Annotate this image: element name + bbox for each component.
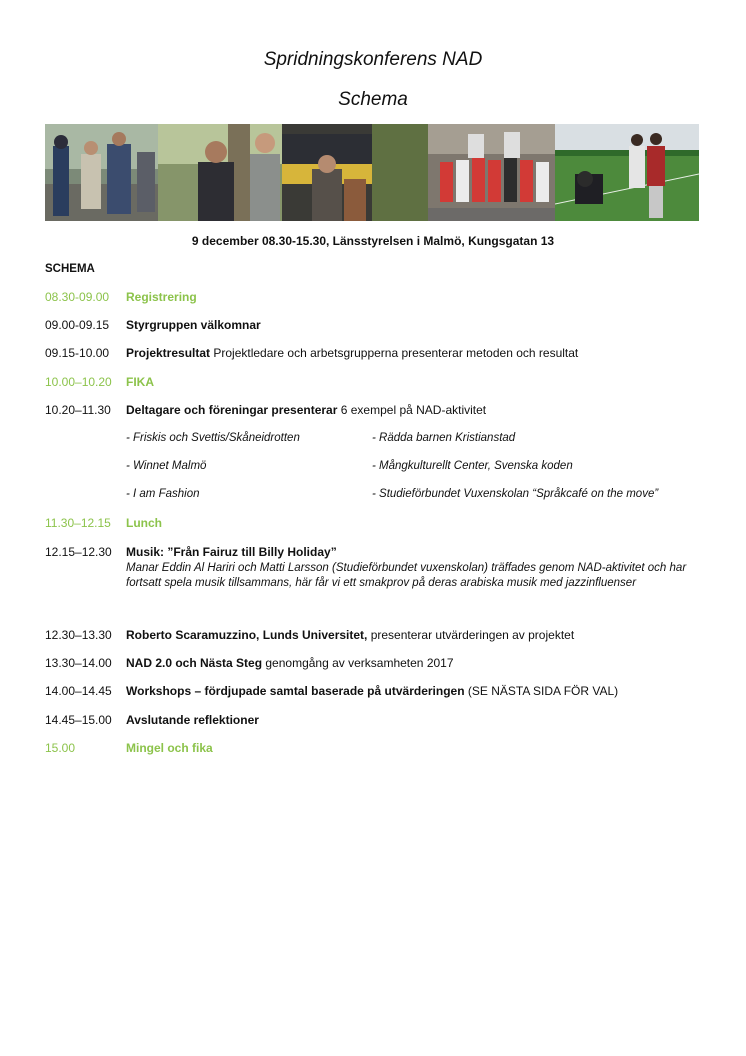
row-title: Projektresultat xyxy=(126,346,211,360)
row-title: Registrering xyxy=(126,290,197,304)
row-title: Musik: ”Från Fairuz till Billy Holiday” xyxy=(126,545,337,559)
photo-children-team xyxy=(428,124,555,221)
row-text: genomgång av verksamheten 2017 xyxy=(262,656,454,670)
row-title: Avslutande reflektioner xyxy=(126,713,259,727)
row-time: 10.20–11.30 xyxy=(45,403,111,417)
photo-football xyxy=(555,124,699,221)
row-time: 13.30–14.00 xyxy=(45,656,112,670)
row-title: Mingel och fika xyxy=(126,741,213,755)
row-title: Styrgruppen välkomnar xyxy=(126,318,261,332)
photo-two-men xyxy=(158,124,282,221)
row-time: 14.00–14.45 xyxy=(45,684,112,698)
example-item: - Mångkulturellt Center, Svenska koden xyxy=(372,460,573,472)
row-time: 10.00–10.20 xyxy=(45,375,112,389)
row-text: presenterar utvärderingen av projektet xyxy=(367,628,575,642)
row-time: 09.15-10.00 xyxy=(45,346,110,360)
row-time: 14.45–15.00 xyxy=(45,713,112,727)
row-text: Projektledare och arbetsgrupperna presenterar metoden och resultat xyxy=(210,346,579,360)
example-item: - Studieförbundet Vuxenskolan “Språkcafé on the move” xyxy=(372,488,659,500)
row-title: Roberto Scaramuzzino, Lunds Universitet, xyxy=(126,628,368,642)
row-time: 12.30–13.30 xyxy=(45,628,112,642)
document-title: Spridningskonferens NAD xyxy=(263,49,483,70)
row-title: FIKA xyxy=(126,375,154,389)
photo-bus xyxy=(282,124,428,221)
row-title: Workshops – fördjupade samtal baserade på utvärderingen xyxy=(126,684,465,698)
example-item: - Rädda barnen Kristianstad xyxy=(372,432,516,444)
row-text: 6 exempel på NAD-aktivitet xyxy=(337,403,487,417)
document-subtitle: Schema xyxy=(338,89,408,110)
row-text: (SE NÄSTA SIDA FÖR VAL) xyxy=(464,684,619,698)
photo-outdoor-group xyxy=(45,124,158,221)
row-description: Manar Eddin Al Hariri och Matti Larsson (Studieförbundet vuxenskolan) träffades genom NAD-aktivitet och har fortsatt spela musik tillsammans, här får vi ett smakprov på deras arabiska musik med jazzinfluenser xyxy=(126,562,687,589)
event-info: 9 december 08.30-15.30, Länsstyrelsen i Malmö, Kungsgatan 13 xyxy=(191,234,555,248)
example-item: - Winnet Malmö xyxy=(126,460,207,472)
row-title: NAD 2.0 och Nästa Steg xyxy=(126,656,263,670)
row-time: 09.00-09.15 xyxy=(45,318,110,332)
row-time: 11.30–12.15 xyxy=(45,516,111,530)
row-time: 15.00 xyxy=(45,741,76,755)
photo-banner xyxy=(45,124,699,221)
row-time: 12.15–12.30 xyxy=(45,545,112,559)
example-item: - I am Fashion xyxy=(126,488,200,500)
example-item: - Friskis och Svettis/Skåneidrotten xyxy=(126,432,300,444)
row-title: Deltagare och föreningar presenterar xyxy=(126,403,338,417)
row-title: Lunch xyxy=(126,516,162,530)
row-time: 08.30-09.00 xyxy=(45,290,110,304)
section-heading: SCHEMA xyxy=(45,263,95,275)
